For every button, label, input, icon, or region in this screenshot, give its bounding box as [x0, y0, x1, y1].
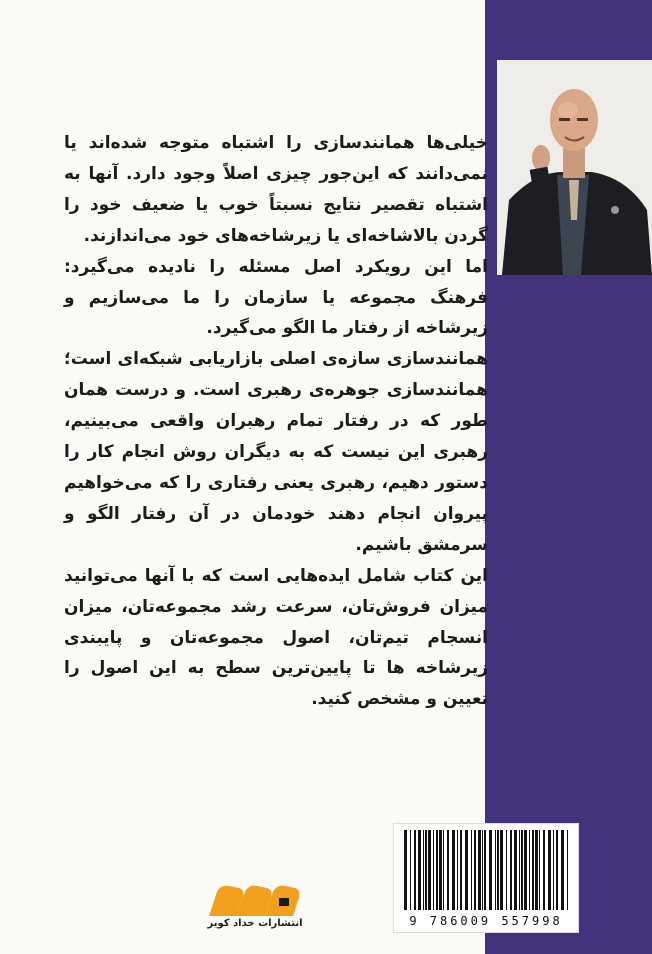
- isbn-number: 9 786009 557998: [409, 914, 563, 928]
- author-photo: [497, 60, 652, 275]
- paragraph-3: همانندسازی سازه‌ی اصلی بازاریابی شبکه‌ای است؛ همانندسازی جوهره‌ی رهبری است. و درست همان طور که در رفتار تمام رهبران واقعی می‌بینیم، رهبری این نیست که به دیگران روش انجام کار را دستور دهیم، رهبری یعنی رفتاری را که می‌خواهیم پیروان انجام دهند خودمان در آن رفتار الگو و سرمشق باشیم.: [64, 349, 488, 555]
- back-cover-text: [64, 128, 488, 715]
- paragraph-4: این کتاب شامل ایده‌هایی است که با آنها می‌توانید میزان فروش‌تان، سرعت رشد مجموعه‌تان، میزان انسجام تیم‌تان، اصول مجموعه‌تان و پایبندی زیرشاخه ها تا پایین‌ترین سطح به این اصول را تعیین و مشخص کنید.: [64, 565, 488, 710]
- isbn-barcode: [393, 823, 579, 933]
- paragraph-2: اما این رویکرد اصل مسئله را نادیده می‌گیرد: فرهنگ مجموعه یا سازمان را ما می‌سازیم و زیرشاخه از رفتار ما الگو می‌گیرد.: [64, 256, 488, 339]
- publisher-name: انتشارات خداد کویر: [207, 918, 303, 929]
- paragraph-1: خیلی‌ها همانندسازی را اشتباه متوجه شده‌اند یا نمی‌دانند که این‌جور چیزی اصلاً وجود دارد. آنها به اشتباه تقصیر نتایج نسبتاً خوب یا ضعیف خود را گردن بالاشاخه‌ای یا زیرشاخه‌های خود می‌اندازند.: [64, 133, 488, 246]
